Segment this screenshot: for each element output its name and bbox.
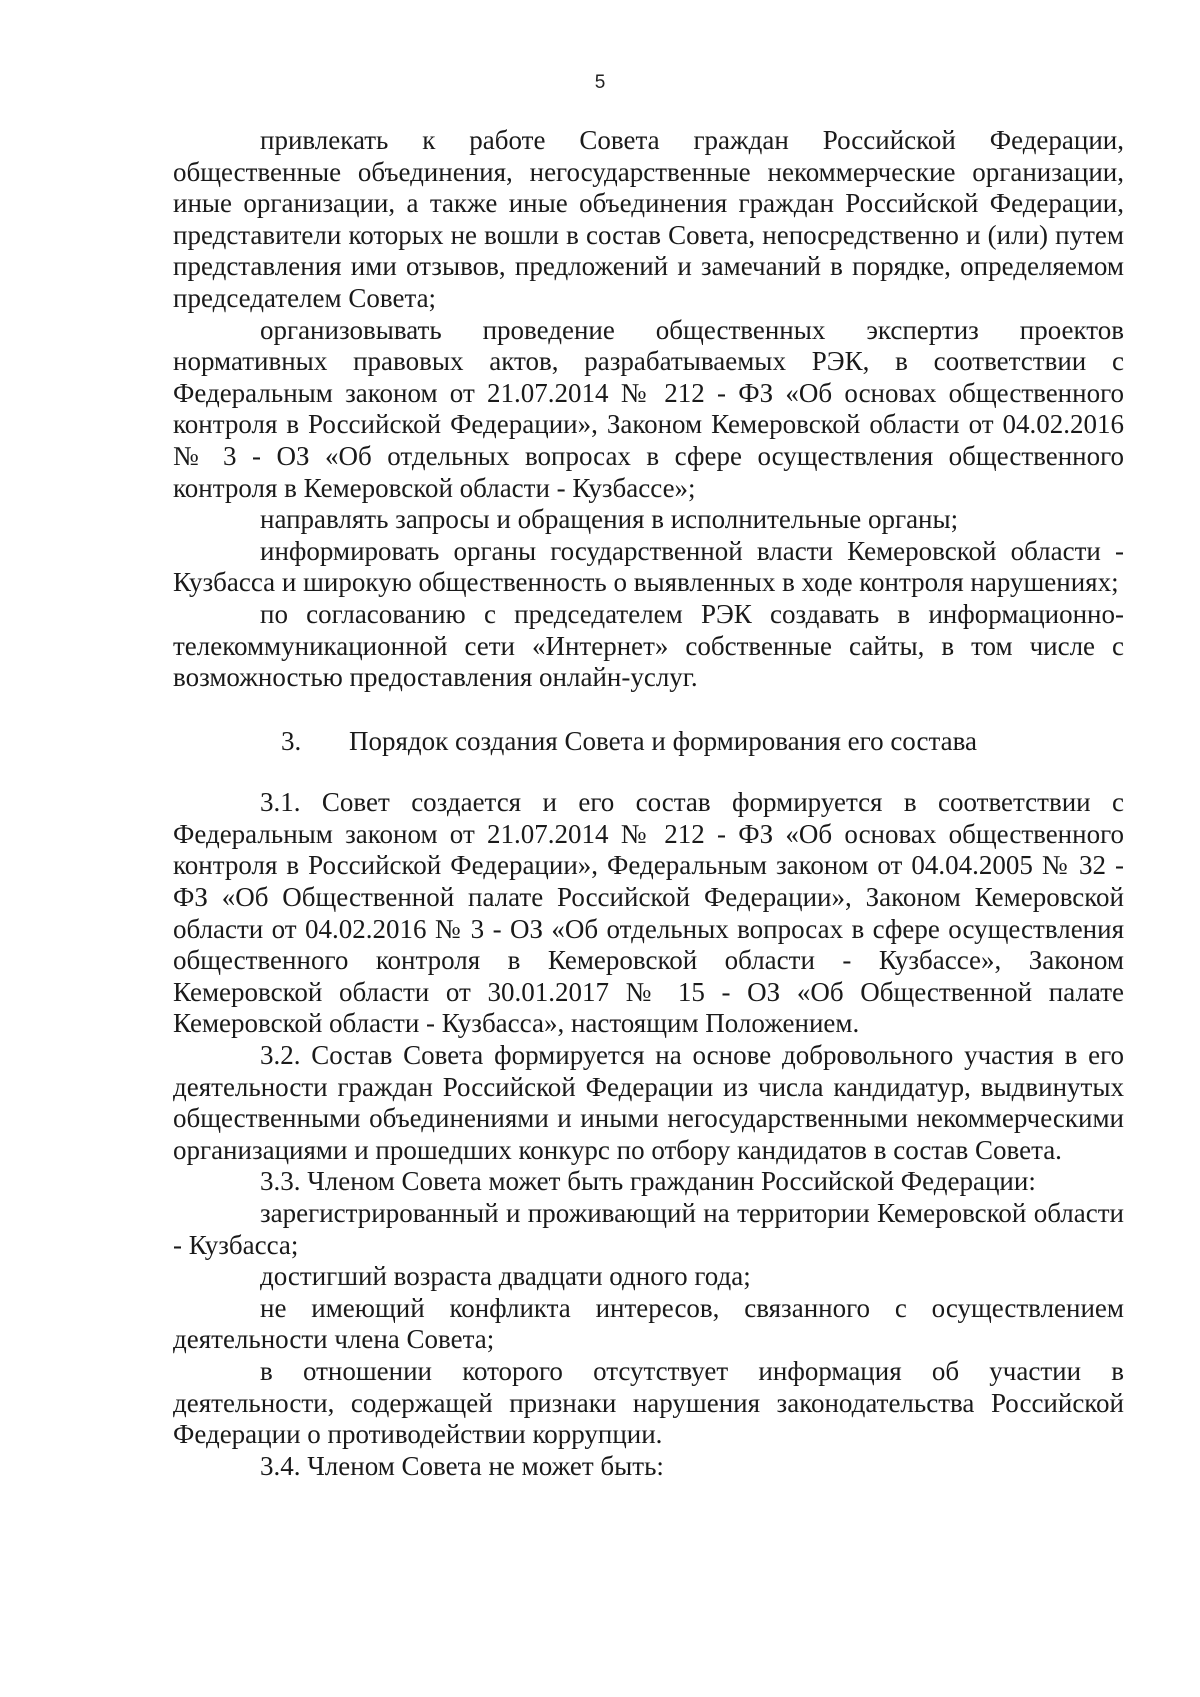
section3-paragraph-1: 3.1. Совет создается и его состав формируется в соответствии с Федеральным законом от 21.07.2014 № 212 - ФЗ «Об основах общественного контроля в Российской Федерации», Федеральным законом от 04.04.2005 № 32 - ФЗ «Об Общественной палате Российской Федерации», Законом Кемеровской области от 04.02.2016 № 3 - ОЗ «Об отдельных вопросах в сфере осуществления общественного контроля в Кемеровской области - Кузбассе», Законом Кемеровской области от 30.01.2017 № 15 - ОЗ «Об Общественной палате Кемеровской области - Кузбасса», настоящим Положением.: [173, 787, 1124, 1039]
section3-paragraph-4: зарегистрированный и проживающий на территории Кемеровской области - Кузбасса;: [173, 1198, 1124, 1260]
section3-paragraph-5: достигший возраста двадцати одного года;: [260, 1261, 751, 1292]
section3-paragraph-3: 3.3. Членом Совета может быть гражданин Российской Федерации:: [260, 1166, 1036, 1197]
section3-paragraph-6: не имеющий конфликта интересов, связанного с осуществлением деятельности члена Совета;: [173, 1292, 1124, 1355]
section3-paragraph-2: 3.2. Состав Совета формируется на основе добровольного участия в его деятельности граждан Российской Федерации из числа кандидатур, выдвинутых общественными объединениями и иными негосударственными некоммерческими организациями и прошедших конкурс по отбору кандидатов в состав Совета.: [173, 1040, 1124, 1165]
section2-item-3: направлять запросы и обращения в исполнительные органы;: [260, 504, 959, 535]
section3-number: 3.: [281, 725, 302, 756]
section2-item-1: привлекать к работе Совета граждан Российской Федерации, общественные объединения, негосударственные некоммерческие организации, иные организации, а также иные объединения граждан Российской Федерации, представители которых не вошли в состав Совета, непосредственно и (или) путем представления ими отзывов, предложений и замечаний в порядке, определяемом председателем Совета;: [173, 125, 1124, 313]
section2-item-2: организовывать проведение общественных экспертиз проектов нормативных правовых актов, разрабатываемых РЭК, в соответствии с Федеральным законом от 21.07.2014 № 212 - ФЗ «Об основах общественного контроля в Российской Федерации», Законом Кемеровской области от 04.02.2016 № 3 - ОЗ «Об отдельных вопросах в сфере осуществления общественного контроля в Кемеровской области - Кузбассе»;: [173, 314, 1124, 503]
section3-heading: [173, 726, 1124, 758]
section3-paragraph-8: 3.4. Членом Совета не может быть:: [260, 1450, 664, 1481]
section2-item-5: по согласованию с председателем РЭК создавать в информационно-телекоммуникационной сети «Интернет» собственные сайты, в том числе с возможностью предоставления онлайн-услуг.: [173, 598, 1124, 693]
section2-item-4: информировать органы государственной власти Кемеровской области - Кузбасса и широкую общественность о выявленных в ходе контроля нарушениях;: [173, 535, 1124, 598]
page-number: 5: [594, 72, 606, 93]
section3-paragraph-7: в отношении которого отсутствует информация об участии в деятельности, содержащей признаки нарушения законодательства Российской Федерации о противодействии коррупции.: [173, 1355, 1124, 1450]
section3-title: Порядок создания Совета и формирования его состава: [349, 725, 977, 756]
document-body: [173, 125, 1124, 1482]
